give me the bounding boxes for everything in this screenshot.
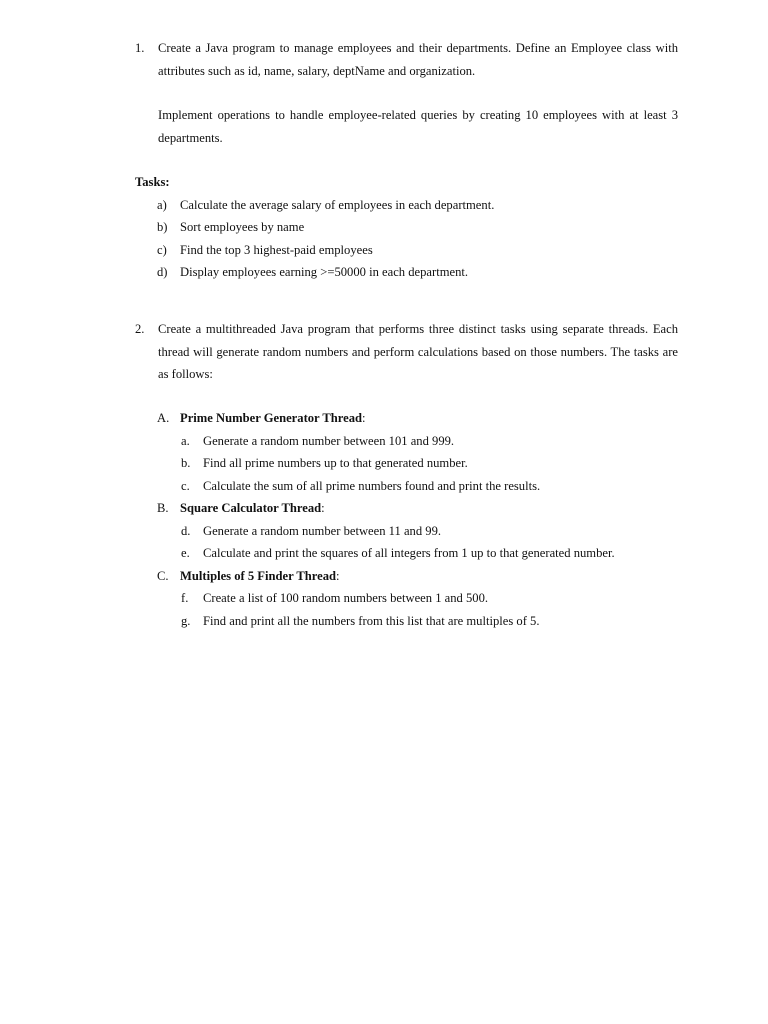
question-1-number: 1.	[135, 41, 145, 55]
section-item-text: Find all prime numbers up to that generated number.	[203, 456, 468, 470]
task-item-label: a)	[157, 197, 167, 212]
section-item-text: Generate a random number between 101 and 999.	[203, 433, 455, 448]
question-2-number: 2.	[135, 322, 145, 336]
section-item	[157, 542, 677, 565]
section-label: A.	[157, 411, 170, 425]
task-item	[135, 261, 678, 284]
section-item-label: g.	[181, 613, 191, 628]
section-item-label: e.	[181, 546, 190, 560]
task-item-text: Find the top 3 highest-paid employees	[180, 242, 373, 257]
section-item-label: d.	[181, 523, 191, 538]
section-item	[157, 610, 677, 633]
section-name: Prime Number Generator Thread	[180, 411, 363, 425]
section-item-text: Generate a random number between 11 and 99.	[203, 523, 442, 538]
task-item-text: Calculate the average salary of employees in each department.	[180, 197, 495, 212]
section-item-text: Calculate and print the squares of all integers from 1 up to that generated number.	[203, 546, 615, 560]
question-2	[135, 318, 678, 386]
section-heading-b	[157, 497, 677, 520]
task-item	[135, 194, 678, 217]
section-item-label: f.	[181, 591, 189, 605]
question-1	[135, 37, 678, 149]
question-1-paragraph-1: Create a Java program to manage employees and their departments. Define an Employee class with attributes such as id, name, salary, deptName and organization.	[158, 41, 678, 78]
section-label: B.	[157, 501, 169, 515]
section-label: C.	[157, 568, 169, 583]
section-colon: :	[362, 411, 366, 425]
question-1-paragraph-2: Implement operations to handle employee-related queries by creating 10 employees with at least 3 departments.	[158, 108, 678, 145]
section-item	[157, 520, 677, 543]
section-name: Square Calculator Thread	[180, 501, 322, 515]
task-item	[135, 216, 678, 239]
thread-sections	[157, 407, 677, 632]
section-item-text: Create a list of 100 random numbers between 1 and 500.	[203, 591, 489, 605]
task-item-label: d)	[157, 265, 168, 279]
question-2-paragraph: Create a multithreaded Java program that performs three distinct tasks using separate threads. Each thread will generate random numbers and perform calculations based on those numbers. The tasks are as follows:	[158, 322, 678, 381]
section-item	[157, 452, 677, 475]
section-item-label: c.	[181, 478, 190, 493]
section-item-label: a.	[181, 433, 190, 448]
section-heading-c	[157, 565, 677, 588]
section-item	[157, 475, 677, 498]
section-item-text: Find and print all the numbers from this list that are multiples of 5.	[203, 613, 540, 628]
tasks-list	[135, 194, 678, 284]
section-item-text: Calculate the sum of all prime numbers found and print the results.	[203, 478, 541, 493]
section-colon: :	[336, 568, 340, 583]
section-colon: :	[321, 501, 325, 515]
section-item-label: b.	[181, 456, 191, 470]
section-name: Multiples of 5 Finder Thread	[180, 568, 337, 583]
section-item	[157, 587, 677, 610]
section-item	[157, 430, 677, 453]
section-heading-a	[157, 407, 677, 430]
task-item-text: Display employees earning >=50000 in each department.	[180, 265, 469, 279]
task-item-label: c)	[157, 242, 167, 257]
tasks-title: Tasks:	[135, 175, 170, 189]
task-item	[135, 239, 678, 262]
task-item-label: b)	[157, 220, 168, 234]
tasks-section	[135, 171, 678, 284]
task-item-text: Sort employees by name	[180, 220, 305, 234]
